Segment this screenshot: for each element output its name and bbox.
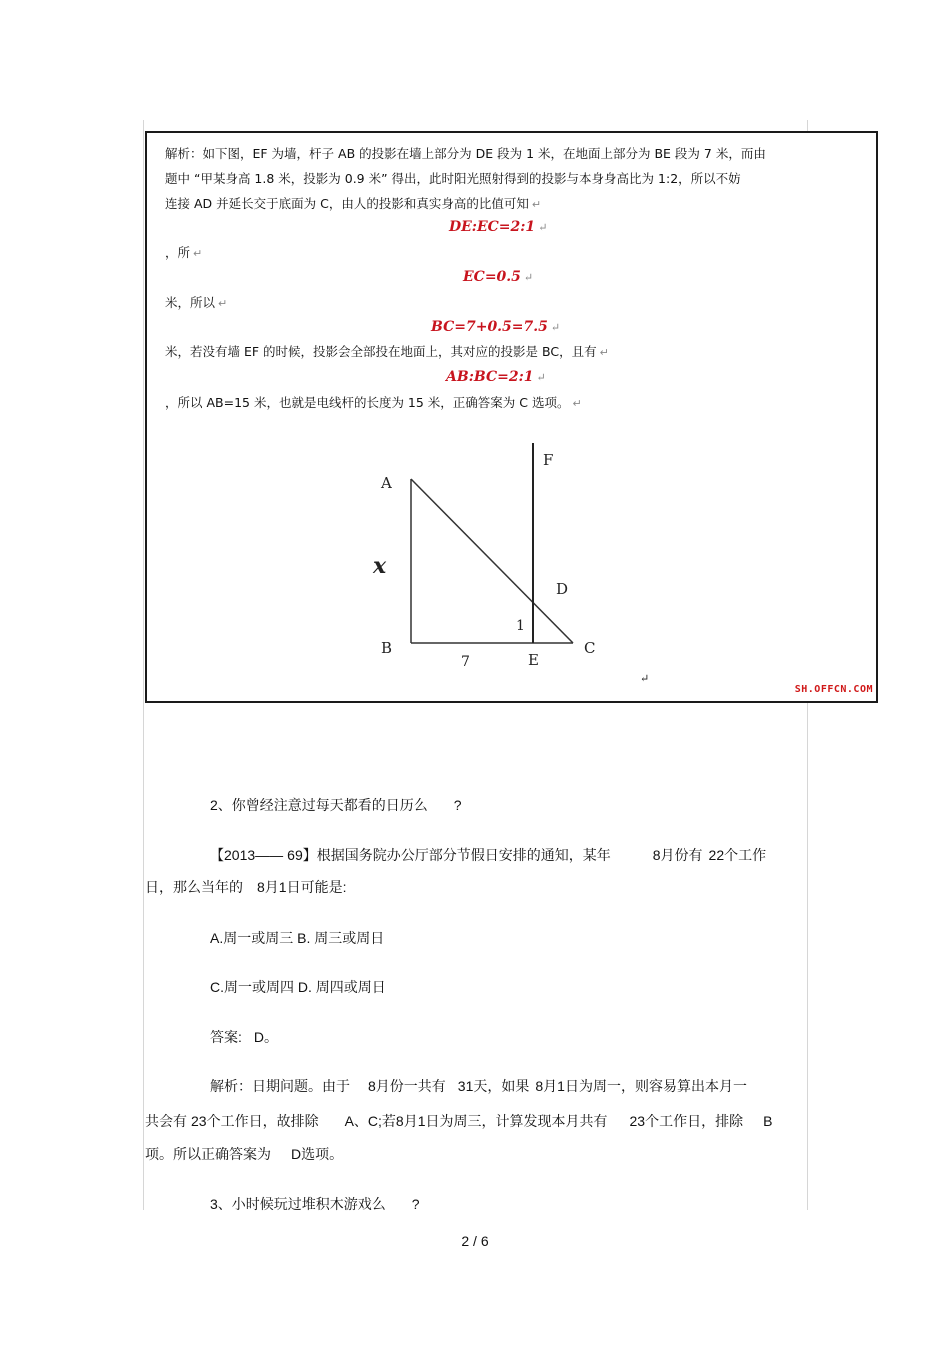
question-2-stem-line-1 (210, 845, 766, 865)
question-2-title-text: 2、你曾经注意过每天都看的日历么 (210, 797, 428, 813)
return-mark: ↵ (536, 371, 546, 384)
question-2-stem-line-2 (145, 877, 346, 897)
label-7: 7 (461, 654, 470, 670)
answer-label: 答案: (210, 1029, 242, 1045)
label-b: B (381, 639, 393, 657)
return-mark: ↵ (531, 198, 542, 211)
label-x: x (373, 553, 387, 579)
label-d: D (556, 580, 569, 598)
options-ab: A.周一或周三 B. 周三或周日 (210, 930, 385, 946)
return-mark: ↵ (599, 346, 609, 359)
stem-workdays: 22个工作 (708, 847, 767, 863)
analysis-2-c: A、C;若8月1日为周三，计算发现本月共有 (344, 1113, 608, 1129)
image-text-line-5-text: 米，所以 (165, 295, 216, 310)
image-text-line-4-text: ，所 (165, 245, 191, 260)
options-cd: C.周一或周四 D. 周四或周日 (210, 979, 386, 995)
analysis-line-2 (145, 1111, 772, 1131)
stem-line-2-text: 日，那么当年的 (145, 879, 243, 895)
answer-line (210, 1027, 278, 1047)
segment-ac (411, 479, 573, 643)
question-2-title (210, 795, 462, 815)
formula-ec-text: EC=0.5 (463, 269, 521, 285)
image-text-line-7-text: ，所以 AB=15 米，也就是电线杆的长度为 15 米，正确答案为 C 选项。 (165, 395, 570, 410)
image-text-line-1: 解析：如下图，EF 为墙，杆子 AB 的投影在墙上部分为 DE 段为 1 米，在地面上部分为 BE 段为 7 米，而由 (165, 146, 766, 161)
analysis-1-c: 31天，如果 (457, 1078, 530, 1094)
return-mark: ↵ (538, 221, 548, 234)
return-mark: ↵ (193, 247, 203, 260)
question-3-title-mark: ? (411, 1196, 420, 1212)
label-e: E (528, 651, 539, 669)
diagram-return-mark: ↵ (640, 672, 650, 685)
analysis-3-a: 项。所以正确答案为 (145, 1146, 271, 1162)
geometry-diagram (147, 133, 876, 701)
watermark-logo: SH.OFFCN.COM (794, 684, 873, 695)
label-a: A (381, 474, 392, 492)
analysis-2-b: 23个工作日，故排除 (191, 1113, 319, 1129)
return-mark: ↵ (572, 397, 582, 410)
label-f: F (543, 451, 554, 469)
formula-ab-bc-text: AB:BC=2:1 (446, 369, 534, 385)
formula-de-ec-text: DE:EC=2:1 (449, 219, 536, 235)
analysis-1-d: 8月1日为周一，则容易算出本月一 (535, 1078, 747, 1094)
analysis-1-b: 8月份一共有 (368, 1078, 446, 1094)
return-mark: ↵ (218, 297, 228, 310)
answer-value: D。 (253, 1029, 279, 1045)
question-3-title-text: 3、小时候玩过堆积木游戏么 (210, 1196, 386, 1212)
left-margin-line (143, 120, 144, 1210)
question-2-title-mark: ? (453, 797, 462, 813)
image-text-line-3-text: 连接 AD 并延长交于底面为 C，由人的投影和真实身高的比值可知 (165, 196, 529, 211)
image-text-line-6-text: 米，若没有墙 EF 的时候，投影会全部投在地面上，其对应的投影是 BC，且有 (165, 344, 597, 359)
analysis-line-3 (145, 1144, 343, 1164)
image-text-line-2: 题中 “甲某身高 1.8 米，投影为 0.9 米” 得出，此时阳光照射得到的投影与本身身高比为 1:2，所以不妨 (165, 171, 741, 186)
analysis-2-e: B (763, 1113, 773, 1129)
analysis-line-1 (210, 1076, 747, 1096)
stem-source-text: 69】根据国务院办公厅部分节假日安排的通知，某年 (287, 847, 611, 863)
analysis-2-a: 共会有 (145, 1113, 187, 1129)
solution-image (145, 131, 878, 703)
return-mark: ↵ (523, 271, 534, 284)
question-3-title (210, 1194, 420, 1214)
return-mark: ↵ (550, 321, 561, 334)
page-number: 2 / 6 (461, 1233, 489, 1249)
analysis-1-a: 解析：日期问题。由于 (210, 1078, 350, 1094)
stem-line-2-date: 8月1日可能是: (257, 879, 347, 895)
formula-bc-text: BC=7+0.5=7.5 (431, 319, 548, 335)
stem-month: 8月份有 (652, 847, 703, 863)
stem-source-prefix: 【2013—— (210, 847, 284, 863)
analysis-3-b: D选项。 (291, 1146, 344, 1162)
label-c: C (584, 639, 596, 657)
label-1: 1 (516, 618, 525, 634)
analysis-2-d: 23个工作日，排除 (629, 1113, 744, 1129)
